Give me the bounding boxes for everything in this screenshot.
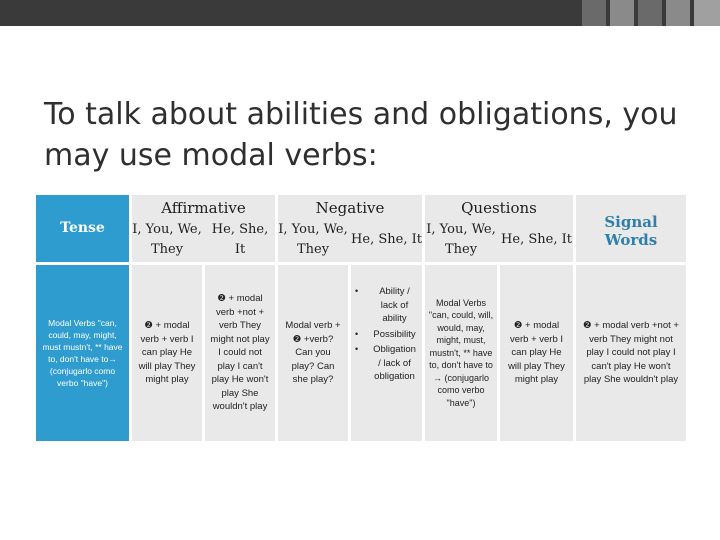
- tense-cell: [36, 265, 129, 441]
- questions-he-she-subheader: [500, 217, 573, 262]
- bullet-icon: •: [355, 286, 359, 296]
- signal-header-cell: [576, 195, 686, 262]
- negative-i-you-cell: [278, 265, 348, 441]
- affirmative-he-she-text: ❷ + modal verb +not + verb They might not play I could not play I can't play He won't play She wouldn't play: [210, 293, 270, 413]
- questions-he-she-text: ❷ + modal verb + verb I can play He will play They might play: [508, 320, 565, 386]
- negative-he-she-list: [355, 285, 418, 384]
- negative-he-she-cell: [351, 265, 422, 441]
- negative-header: Negative: [315, 199, 385, 217]
- tense-header: Tense: [60, 219, 105, 236]
- list-item-text: Ability / lack of ability: [379, 286, 410, 324]
- list-item-text: Obligation / lack of obligation: [373, 344, 416, 382]
- subheader-label: He, She, It: [211, 221, 269, 257]
- list-item: [355, 285, 418, 326]
- questions-i-you-cell: [425, 265, 497, 441]
- modal-verbs-table: [36, 195, 686, 441]
- affirmative-he-she-cell: [205, 265, 275, 441]
- top-bar-accent: [666, 0, 690, 26]
- top-bar-accent: [638, 0, 662, 26]
- questions-header: Questions: [461, 199, 537, 217]
- slide-top-bar: [0, 0, 720, 26]
- negative-i-you-text: Modal verb + ❷ +verb? Can you play? Can she play?: [285, 320, 341, 386]
- signal-words-header: Signal Words: [604, 212, 658, 249]
- subheader-label: I, You, We, They: [426, 221, 496, 257]
- affirmative-he-she-subheader: [205, 217, 275, 262]
- affirmative-i-you-subheader: [132, 217, 202, 262]
- negative-i-you-subheader: [278, 217, 348, 262]
- signal-words-cell: [576, 265, 686, 441]
- questions-i-you-text: Modal Verbs "can, could, will, would, may, might, must, mustn't, ** have to, don't have to → (conjugarlo como verbo "have"): [428, 297, 494, 408]
- subheader-label: He, She, It: [351, 231, 422, 247]
- subheader-label: I, You, We, They: [132, 221, 202, 257]
- questions-i-you-subheader: [425, 217, 497, 262]
- slide-title: To talk about abilities and obligations, you may use modal verbs:: [44, 97, 678, 173]
- affirmative-header: Affirmative: [161, 199, 246, 217]
- list-item: [355, 343, 418, 384]
- subheader-label: I, You, We, They: [278, 221, 348, 257]
- questions-he-she-cell: [500, 265, 573, 441]
- affirmative-i-you-cell: [132, 265, 202, 441]
- list-item: [355, 328, 418, 342]
- top-bar-accent: [694, 0, 720, 26]
- top-bar-accent: [610, 0, 634, 26]
- tense-text: Modal Verbs "can, could, may, might, must mustn't, ** have to, don't have to→ (conjugarlo como verbo "have"): [42, 318, 123, 388]
- top-bar-accent: [582, 0, 606, 26]
- negative-he-she-subheader: [351, 217, 422, 262]
- tense-header-cell: [36, 195, 129, 262]
- subheader-label: He, She, It: [501, 231, 572, 247]
- bullet-icon: •: [355, 344, 359, 354]
- bullet-icon: •: [355, 328, 359, 339]
- list-item-text: Possibility: [373, 328, 416, 340]
- signal-words-text: ❷ + modal verb +not + verb They might not play I could not play I can't play He won't play She wouldn't play: [583, 320, 679, 386]
- affirmative-i-you-text: ❷ + modal verb + verb I can play He will play They might play: [138, 320, 196, 386]
